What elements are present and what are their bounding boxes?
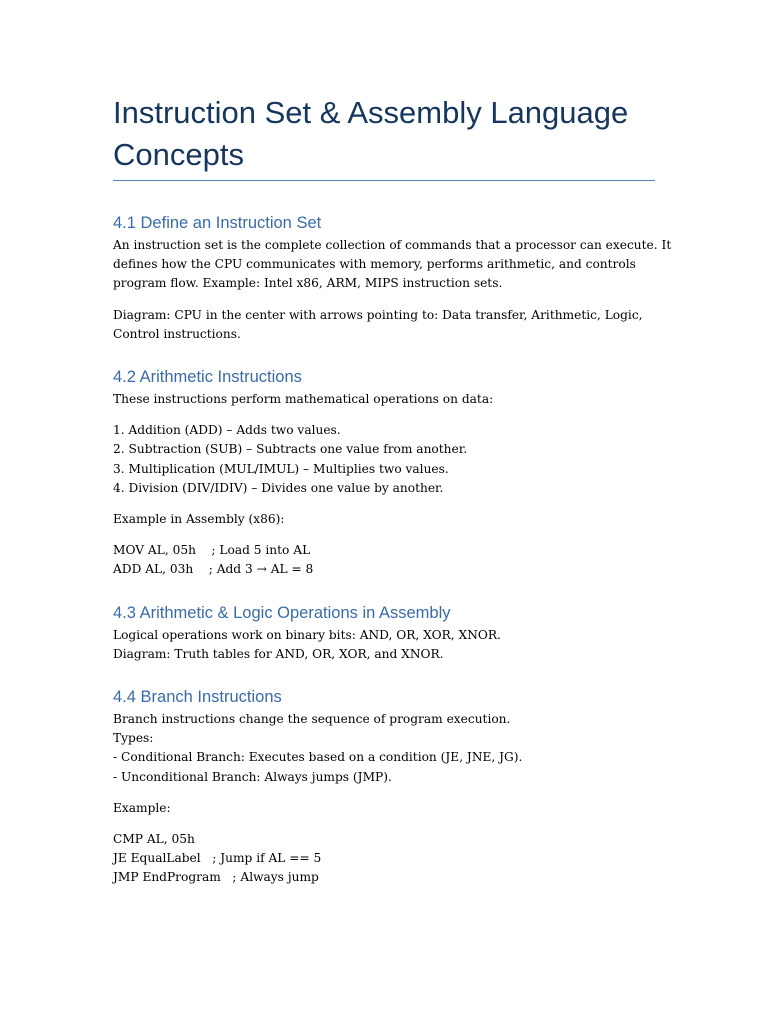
text-line: Branch instructions change the sequence of program execution. (113, 712, 511, 727)
section-heading: 4.4 Branch Instructions (113, 688, 282, 707)
text-line: These instructions perform mathematical operations on data: (113, 392, 494, 407)
code-block (113, 830, 658, 888)
section-4-2 (113, 366, 658, 580)
section-4-1 (113, 212, 672, 344)
list-item: - Conditional Branch: Executes based on a condition (JE, JNE, JG). (113, 750, 523, 765)
text-line: Logical operations work on binary bits: AND, OR, XOR, XNOR. (113, 627, 501, 642)
paragraph (113, 236, 672, 294)
section-4-4 (113, 686, 658, 888)
list-item: 1. Addition (ADD) – Adds two values. (113, 423, 341, 438)
section-4-3 (113, 602, 658, 664)
section-heading: 4.1 Define an Instruction Set (113, 214, 322, 232)
paragraph (113, 390, 658, 409)
text-line: program flow. Example: Intel x86, ARM, MIPS instruction sets. (113, 276, 503, 291)
title-line: Instruction Set & Assembly Language (113, 95, 629, 130)
text-line: Control instructions. (113, 326, 241, 341)
text-line: Example in Assembly (x86): (113, 512, 285, 527)
section-heading: 4.3 Arithmetic & Logic Operations in Assembly (113, 603, 451, 622)
code-line: MOV AL, 05h ; Load 5 into AL (113, 543, 311, 558)
list-item: 4. Division (DIV/IDIV) – Divides one value by another. (113, 480, 444, 495)
paragraph (113, 306, 658, 344)
code-line: ADD AL, 03h ; Add 3 → AL = 8 (113, 562, 314, 577)
code-line: JMP EndProgram ; Always jump (113, 870, 319, 885)
text-line: Diagram: CPU in the center with arrows pointing to: Data transfer, Arithmetic, Logic, (113, 307, 643, 322)
paragraph (113, 799, 658, 818)
paragraph (113, 626, 658, 664)
code-line: CMP AL, 05h (113, 832, 195, 847)
numbered-list (113, 421, 658, 498)
text-line: An instruction set is the complete collection of commands that a processor can execute. It (113, 238, 672, 252)
document-title (113, 92, 658, 176)
code-block (113, 541, 658, 579)
paragraph (113, 710, 658, 787)
document-page (113, 92, 672, 888)
list-item: 3. Multiplication (MUL/IMUL) – Multiplies two values. (113, 461, 449, 476)
text-line: Types: (113, 731, 154, 746)
text-line: Example: (113, 800, 171, 815)
paragraph (113, 510, 658, 529)
text-line: Diagram: Truth tables for AND, OR, XOR, and XNOR. (113, 646, 444, 661)
text-line: defines how the CPU communicates with memory, performs arithmetic, and controls (113, 257, 636, 272)
title-line: Concepts (113, 137, 244, 172)
code-line: JE EqualLabel ; Jump if AL == 5 (113, 851, 322, 866)
list-item: - Unconditional Branch: Always jumps (JMP). (113, 769, 392, 784)
section-heading: 4.2 Arithmetic Instructions (113, 368, 302, 387)
list-item: 2. Subtraction (SUB) – Subtracts one value from another. (113, 442, 468, 457)
